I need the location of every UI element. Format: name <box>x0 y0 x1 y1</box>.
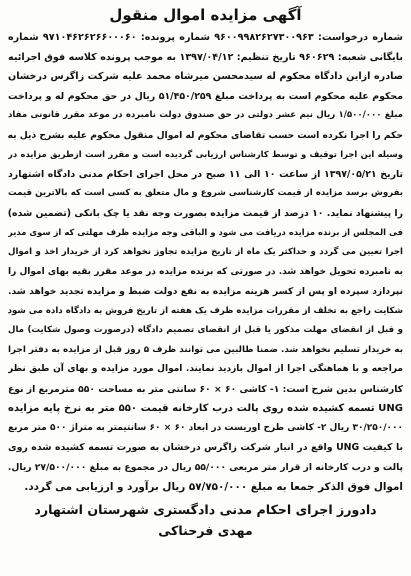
notice-line: بفروش برسد مزایده از قیمت کارشناسی شروع و مال متعلق به کسی است که بالاترین قیمت <box>8 188 403 199</box>
notice-line: مبلغ ۱/۵۰۰/۰۰۰ ریال نیم عشر دولتی در حق صندوق دولت نامبرده در موعد مقرر قانونی مفاد <box>8 110 403 121</box>
notice-line: کارشناس بدین شرح است: ۱- کاشی ۶۰ × ۶۰ سانتی متر به مساحت ۵۵۰ مترمربع از نوع <box>8 383 403 395</box>
notice-line: وسیله این اجرا توقیف و توسط کارشناس ارزیابی گردیده است و مقرر است ازطریق مزایده در <box>8 149 403 160</box>
notice-line: اجرا تعیین می گردد و حداکثر یک ماه از تاریخ مزایده تجاوز نخواهد کرد از خریدار اخذ و اموال <box>8 247 403 258</box>
signature-name: مهدی فرحناکی <box>158 523 253 539</box>
notice-line: تاریخ ۱۳۹۷/۰۵/۲۱ از ساعت ۱۰ الی ۱۱ صبح در محل اجرای احکام مدنی دادگاه اشتهارد <box>8 168 403 180</box>
notice-line: نپردازد سپرده او پس از کسر هزینه مزایده به نفع دولت ضبط و مزایده تجدید خواهد شد. <box>8 286 403 298</box>
notice-line: فی المجلس از برنده مزایده دریافت می شود و الباقی وجه مزایده ظرف مهلتی که از سوی مدیر <box>8 227 403 238</box>
signature-block <box>8 499 403 541</box>
notice-line: حکم را اجرا نکرده است حسب تقاضای محکوم له اموال منقول محکوم علیه بشرح ذیل به <box>8 129 403 141</box>
notice-line: بایگانی شعبه: ۹۶۰۶۲۹ تاریخ تنظیم: ۱۳۹۷/۰۴/۱۲ به موجب پرونده کلاسه فوق اجرائیه <box>8 51 403 63</box>
notice-line: اموال فوق الذکر جمعا به مبلغ ۵۷/۷۵۰/۰۰۰ ریال برآورد و ارزیابی می گردد. <box>24 480 403 493</box>
notice-line: به خریدار تسلیم نخواهد شد. ضمنا طالبین می توانند ظرف ۵ روز قبل از مزایده به دفتر اجرا <box>8 344 403 355</box>
notice-line: به نامبرده تحویل خواهد شد. در صورتی که برنده مزایده در موعد مقرر بقیه بهای اموال را <box>8 266 403 277</box>
notice-line: با کیفیت UNG واقع در انبار شرکت زاگرس درخشان به صورت تسمه کشیده شده روی <box>8 442 403 454</box>
notice-line: ۳۰/۲۵۰/۰۰۰ ریال ۲- کاشی طرح اوریست در ابعاد ۶۰ × ۶۰ سانتیمتر به متراژ ۵۰۰ متر مربع <box>8 422 403 433</box>
notice-line: و قبل از انقضای مهلت مذکور یا قبل از انقضای تصمیم دادگاه (درصورت وصول شکایت) مال <box>8 325 403 336</box>
notice-line: مراجعه و با هماهنگی اجرا از اموال بازدید نمایند. اموال مورد مزایده و بهای آن طبق نظر <box>8 364 403 375</box>
notice-line: پالت و درب کارخانه از قرار متر مربعی ۵۵/۰۰۰ ریال در مجموع به مبلغ ۲۷/۵۰۰/۰۰۰ ریال. <box>8 462 403 474</box>
notice-line: UNG تسمه کشیده شده روی پالت درب کارخانه قیمت ۵۵۰ متر به نرخ پایه مزایده <box>8 403 403 415</box>
notice-title: آگهی مزایده اموال منقول <box>109 6 302 24</box>
notice-body <box>8 28 403 497</box>
notice-line: را پیشنهاد نماید. ۱۰ درصد از قیمت مزایده بصورت وجه نقد یا چک بانکی (تضمین شده) <box>8 207 403 219</box>
notice-line: شماره درخواست: ۹۶۰۰۹۹۸۲۶۲۷۳۰۰۹۶۳ شماره پرونده: ۹۷۱۰۴۶۲۶۲۶۶۰۰۰۶۰ شماره <box>8 32 403 43</box>
notice-line: محکوم علیه محکوم است به پرداخت مبلغ ۵۱/۴۵۰/۲۵۹ ریال در حق محکوم له و پرداخت <box>8 90 403 102</box>
signature-office: دادورز اجرای احکام مدنی دادگستری شهرستان اشتهارد <box>34 502 377 518</box>
notice-line: صادره ازاین دادگاه محکوم له سیدمحسن میرشاه محمد علیه شرکت زاگرس درخشان <box>8 71 403 83</box>
notice-line: شکایت راجع به تخلف از مقررات مزایده ظرف یک هفته از تاریخ فروش به دادگاه داده می شود <box>8 305 403 316</box>
